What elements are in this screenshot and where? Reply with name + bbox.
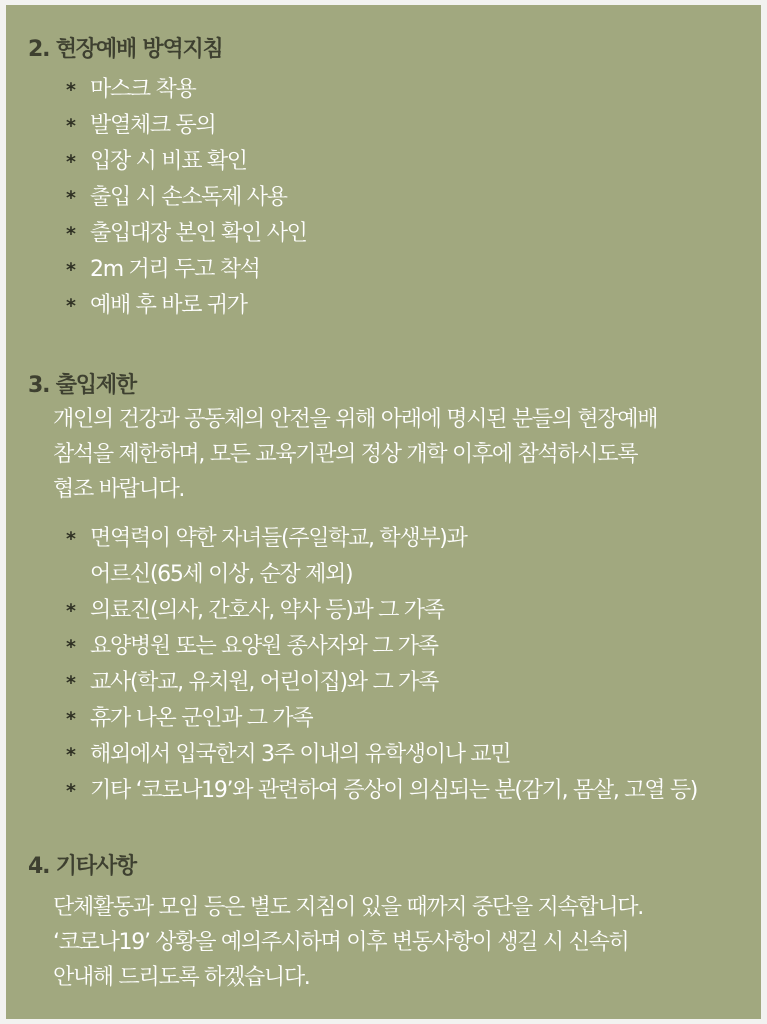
section-2-title: 2. 현장예배 방역지침 <box>28 37 223 62</box>
list-item: * 의료진(의사, 간호사, 약사 등)과 그 가족 <box>66 593 697 629</box>
list-item: * 해외에서 입국한지 3주 이내의 유학생이나 교민 <box>66 737 697 773</box>
asterisk-icon: * <box>66 528 75 550</box>
list-item: * 면역력이 약한 자녀들(주일학교, 학생부)과 어르신(65세 이상, 순장 제외) <box>66 521 697 593</box>
asterisk-icon: * <box>66 223 75 245</box>
asterisk-icon: * <box>66 672 75 694</box>
list-item: * 출입 시 손소독제 사용 <box>66 180 307 216</box>
list-item: * 예배 후 바로 귀가 <box>66 288 307 324</box>
list-item: * 마스크 착용 <box>66 72 307 108</box>
section-4-title: 4. 기타사항 <box>28 854 136 879</box>
section-3-title: 3. 출입제한 <box>28 373 136 398</box>
section-4-paragraph: 단체활동과 모임 등은 별도 지침이 있을 때까지 중단을 지속합니다. ‘코로나19’ 상황을 예의주시하며 이후 변동사항이 생길 시 신속히 안내해 드리도록 하겠습니다. <box>53 895 643 990</box>
asterisk-icon: * <box>66 79 75 101</box>
asterisk-icon: * <box>66 708 75 730</box>
list-item: * 휴가 나온 군인과 그 가족 <box>66 701 697 737</box>
asterisk-icon: * <box>66 295 75 317</box>
asterisk-icon: * <box>66 115 75 137</box>
section-3-list <box>66 521 697 809</box>
list-item: * 2m 거리 두고 착석 <box>66 252 307 288</box>
asterisk-icon: * <box>66 151 75 173</box>
list-item: * 출입대장 본인 확인 사인 <box>66 216 307 252</box>
asterisk-icon: * <box>66 780 75 802</box>
asterisk-icon: * <box>66 259 75 281</box>
list-item: * 교사(학교, 유치원, 어린이집)와 그 가족 <box>66 665 697 701</box>
list-item: * 발열체크 동의 <box>66 108 307 144</box>
asterisk-icon: * <box>66 600 75 622</box>
asterisk-icon: * <box>66 636 75 658</box>
list-item: * 입장 시 비표 확인 <box>66 144 307 180</box>
section-2-list <box>66 72 307 324</box>
section-3-paragraph: 개인의 건강과 공동체의 안전을 위해 아래에 명시된 분들의 현장예배 참석을 제한하며, 모든 교육기관의 정상 개학 이후에 참석하시도록 협조 바랍니다. <box>53 407 658 502</box>
list-item: * 기타 ‘코로나19’와 관련하여 증상이 의심되는 분(감기, 몸살, 고열 등) <box>66 773 697 809</box>
list-item: * 요양병원 또는 요양원 종사자와 그 가족 <box>66 629 697 665</box>
asterisk-icon: * <box>66 187 75 209</box>
asterisk-icon: * <box>66 744 75 766</box>
guidelines-panel <box>6 5 761 1019</box>
